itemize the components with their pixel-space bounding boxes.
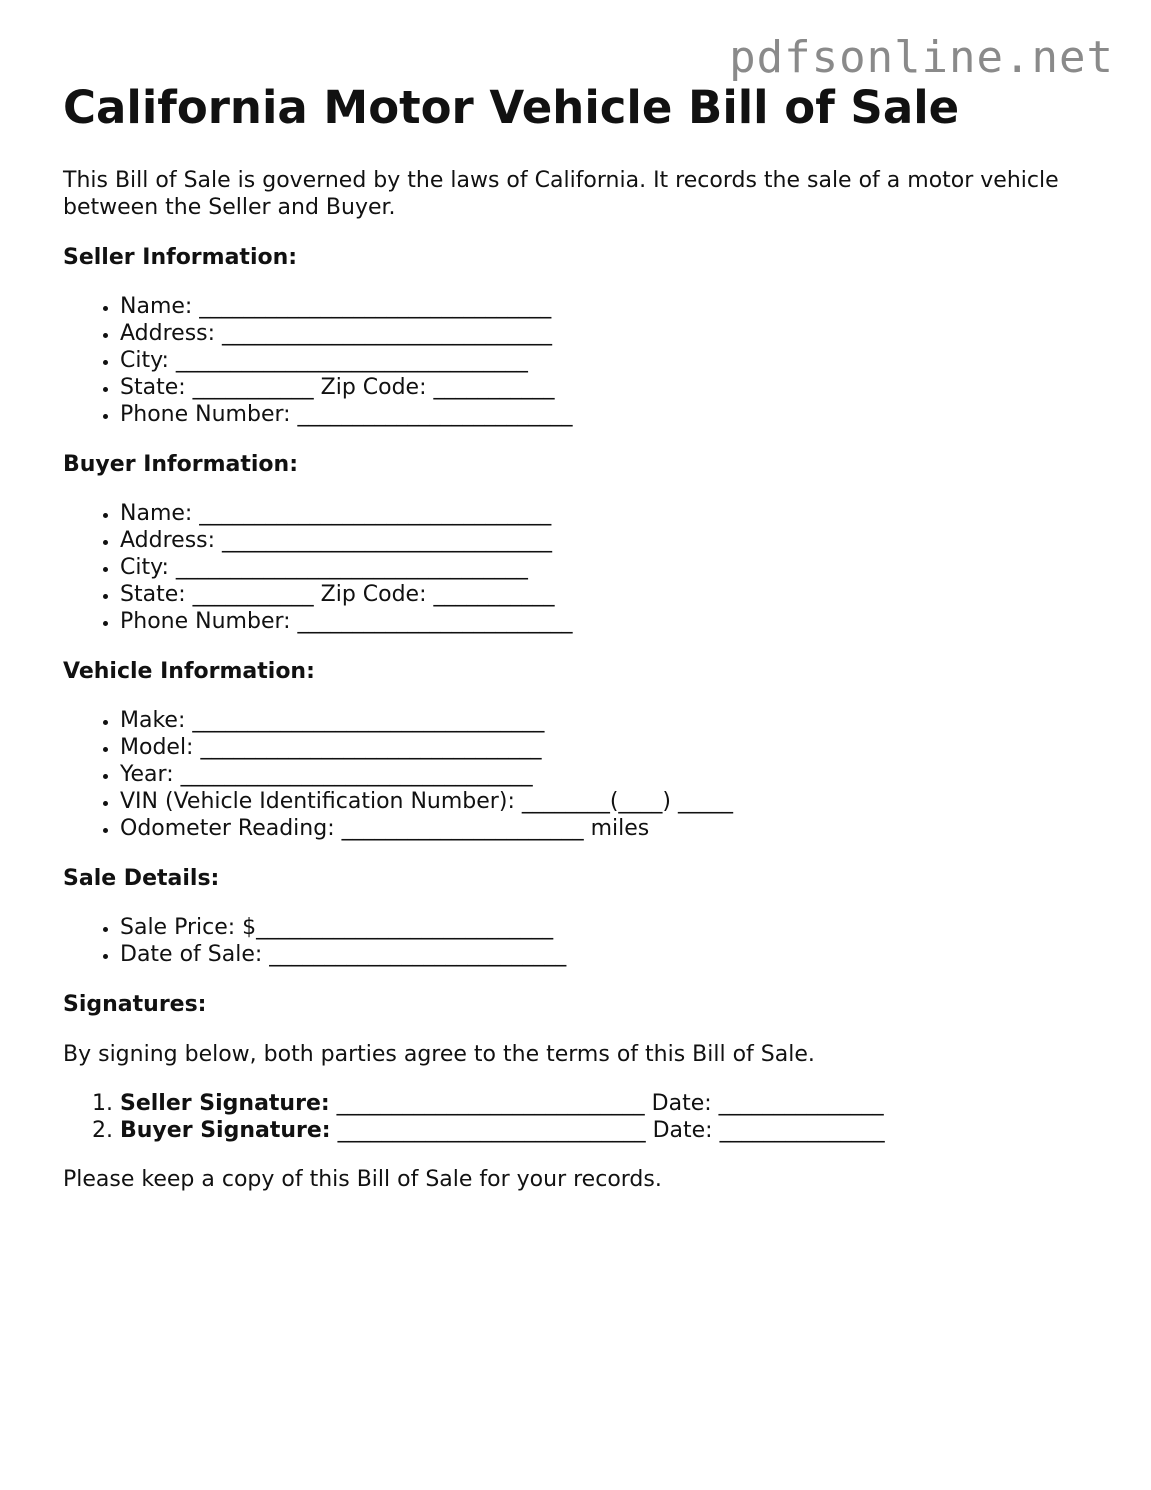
document-page — [63, 80, 1103, 1193]
closing-note: Please keep a copy of this Bill of Sale for your records. — [63, 1167, 662, 1192]
vehicle-year-field[interactable]: • Year: ________________________________ — [120, 761, 1103, 788]
seller-phone-field[interactable]: • Phone Number: _________________________ — [120, 401, 1103, 428]
vehicle-list — [63, 707, 1103, 842]
buyer-signature-label: Buyer Signature: — [120, 1118, 331, 1143]
sale-price-field[interactable]: • Sale Price: $___________________________ — [120, 914, 1103, 941]
vehicle-model-field[interactable]: • Model: _______________________________ — [120, 734, 1103, 761]
vehicle-vin-field[interactable]: • VIN (Vehicle Identification Number): ________(____) _____ — [120, 788, 1103, 815]
buyer-phone-field[interactable]: • Phone Number: _________________________ — [120, 608, 1103, 635]
buyer-signature-line[interactable] — [120, 1117, 1103, 1144]
seller-address-field[interactable]: • Address: ______________________________ — [120, 320, 1103, 347]
seller-state-zip-field[interactable]: • State: ___________ Zip Code: ___________ — [120, 374, 1103, 401]
buyer-list — [63, 500, 1103, 635]
sale-heading: Sale Details: — [63, 866, 220, 891]
vehicle-odometer-field[interactable]: • Odometer Reading: ______________________ miles — [120, 815, 1103, 842]
document-title: California Motor Vehicle Bill of Sale — [63, 81, 960, 134]
signatures-intro: By signing below, both parties agree to the terms of this Bill of Sale. — [63, 1042, 815, 1067]
intro-paragraph: This Bill of Sale is governed by the laws of California. It records the sale of a motor vehicle between the Seller and Buyer. — [63, 168, 1059, 220]
buyer-state-zip-field[interactable]: • State: ___________ Zip Code: ___________ — [120, 581, 1103, 608]
seller-name-field[interactable]: • Name: ________________________________ — [120, 293, 1103, 320]
seller-city-field[interactable]: • City: ________________________________ — [120, 347, 1103, 374]
seller-signature-line[interactable] — [120, 1090, 1103, 1117]
vehicle-make-field[interactable]: • Make: ________________________________ — [120, 707, 1103, 734]
vehicle-heading: Vehicle Information: — [63, 659, 315, 684]
buyer-address-field[interactable]: • Address: ______________________________ — [120, 527, 1103, 554]
seller-signature-blank[interactable]: ____________________________ Date: _______________ — [329, 1091, 884, 1116]
buyer-signature-blank[interactable]: ____________________________ Date: _______________ — [330, 1118, 885, 1143]
buyer-name-field[interactable]: • Name: ________________________________ — [120, 500, 1103, 527]
sale-list — [63, 914, 1103, 968]
seller-signature-label: Seller Signature: — [120, 1091, 330, 1116]
signatures-heading: Signatures: — [63, 992, 207, 1017]
buyer-city-field[interactable]: • City: ________________________________ — [120, 554, 1103, 581]
watermark-logo: pdfsonline.net — [729, 32, 1114, 83]
seller-list — [63, 293, 1103, 428]
buyer-heading: Buyer Information: — [63, 452, 298, 477]
signatures-list — [63, 1090, 1103, 1144]
sale-date-field[interactable]: • Date of Sale: ___________________________ — [120, 941, 1103, 968]
seller-heading: Seller Information: — [63, 245, 298, 270]
